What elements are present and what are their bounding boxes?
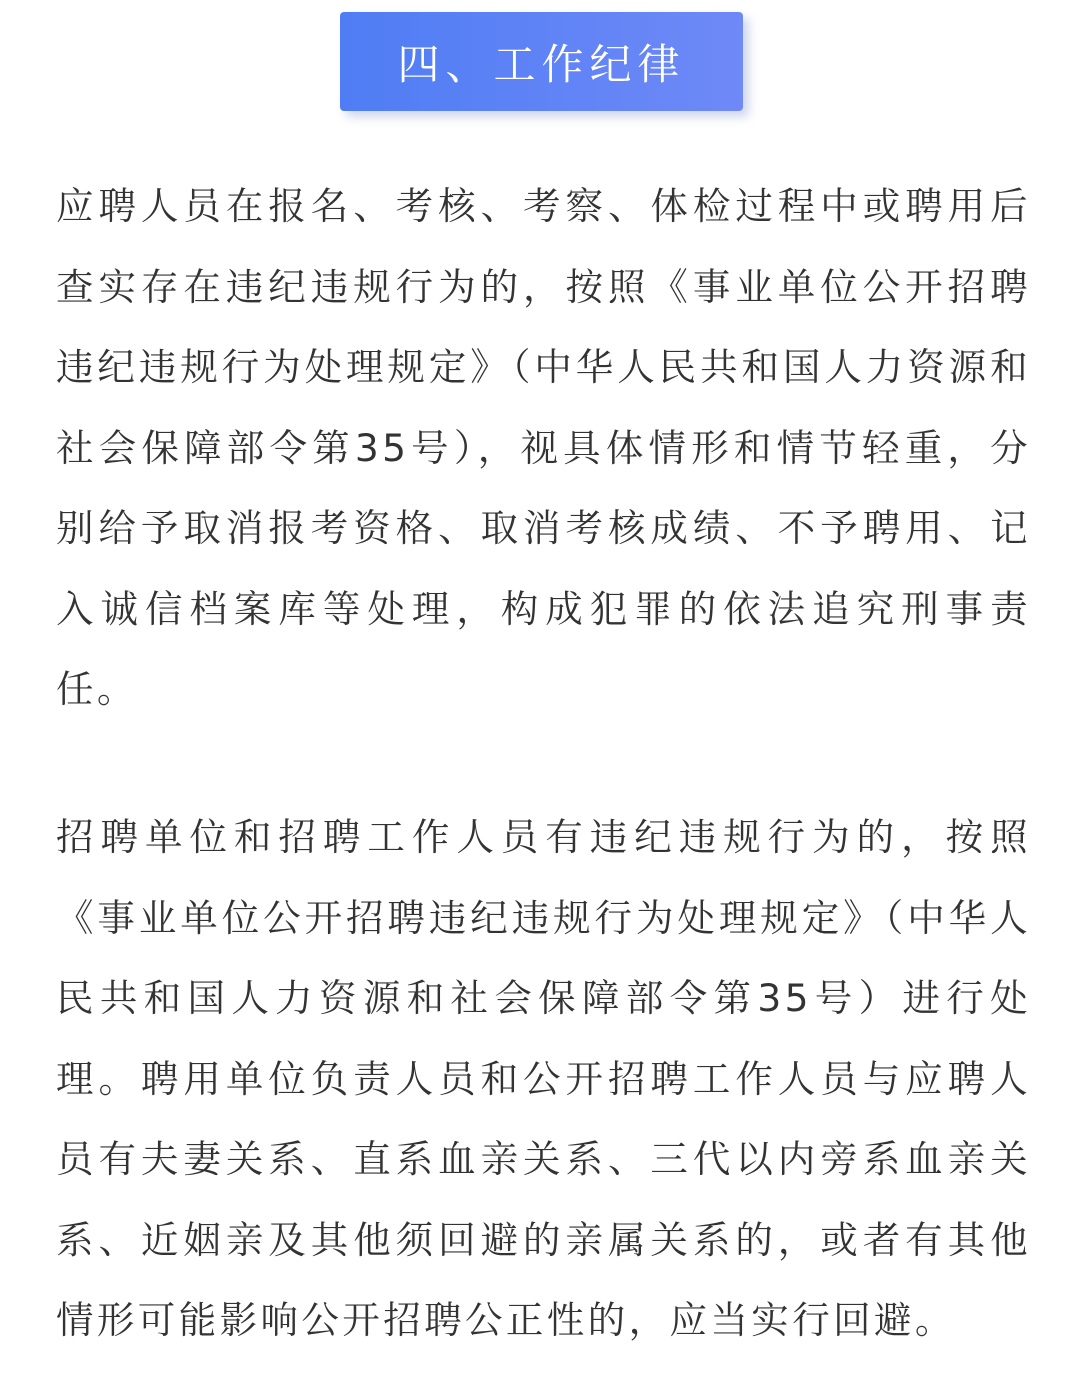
discipline-paragraph-recruiters: 招聘单位和招聘工作人员有违纪违规行为的，按照《事业单位公开招聘违纪违规行为处理规定》（中华人民共和国人力资源和社会保障部令第35号）进行处理。聘用单位负责人员和公开招聘工作人员与应聘人员有夫妻关系、直系血亲关系、三代以内旁系血亲关系、近姻亲及其他须回避的亲属关系的，或者有其他情形可能影响公开招聘公正性的，应当实行回避。 bbox=[56, 815, 1031, 1342]
section-title: 四、工作纪律 bbox=[397, 39, 686, 89]
section-header bbox=[340, 12, 743, 111]
discipline-paragraph-applicants: 应聘人员在报名、考核、考察、体检过程中或聘用后查实存在违纪违规行为的，按照《事业单位公开招聘违纪违规行为处理规定》（中华人民共和国人力资源和社会保障部令第35号），视具体情形和情节轻重，分别给予取消报考资格、取消考核成绩、不予聘用、记入诚信档案库等处理，构成犯罪的依法追究刑事责任。 bbox=[56, 184, 1031, 711]
